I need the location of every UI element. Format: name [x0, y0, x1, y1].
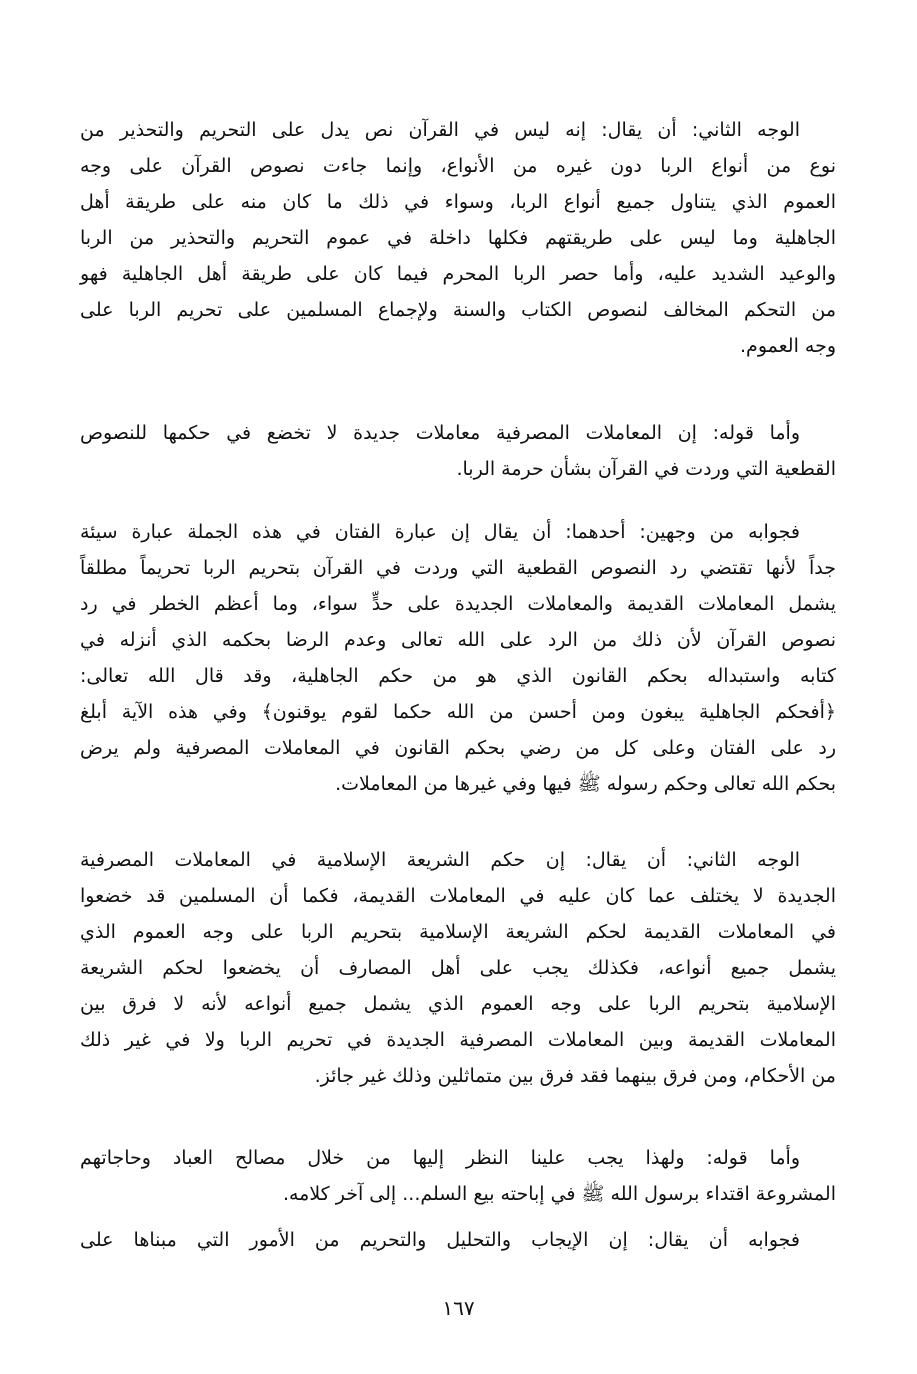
text-line: الإسلامية بتحريم الربا على وجه العموم الذي يشمل جميع أنواعه لأنه لا فرق بين [80, 993, 836, 1015]
text-line: من التحكم المخالف لنصوص الكتاب والسنة ولإجماع المسلمين على تحريم الربا على [80, 299, 836, 321]
text-line: المشروعة اقتداء برسول الله ﷺ في إباحته بيع السلم... إلى آخر كلامه. [282, 1183, 836, 1205]
paragraph-2 [80, 415, 836, 487]
paragraph-3 [80, 514, 836, 802]
paragraph-4 [80, 842, 836, 1094]
text-line: نصوص القرآن لأن ذلك من الرد على الله تعالى وعدم الرضا بحكمه الذي أنزله في [80, 629, 836, 651]
text-line: العموم الذي يتناول جميع أنواع الربا، وسواء في ذلك ما كان منه على طريقة أهل [80, 191, 836, 213]
text-line: وجه العموم. [740, 335, 836, 357]
text-line: بحكم الله تعالى وحكم رسوله ﷺ فيها وفي غيرها من المعاملات. [335, 773, 836, 795]
text-line: رد على الفتان وعلى كل من رضي بحكم القانون في المعاملات المصرفية ولم يرض [80, 737, 836, 759]
page-number: ١٦٧ [442, 1296, 475, 1320]
text-line: وأما قوله: ولهذا يجب علينا النظر إليها من خلال مصالح العباد وحاجاتهم [80, 1147, 800, 1169]
text-line: في المعاملات القديمة لحكم الشريعة الإسلامية بتحريم الربا على وجه العموم الذي [80, 921, 836, 943]
text-line: القطعية التي وردت في القرآن بشأن حرمة الربا. [456, 458, 836, 480]
text-line: نوع من أنواع الربا دون غيره من الأنواع، وإنما جاءت نصوص القرآن على وجه [80, 155, 836, 177]
text-line: الجاهلية وما ليس على طريقتهم فكلها داخلة في عموم التحريم والتحذير من الربا [80, 227, 836, 249]
text-line: جداً لأنها تقتضي رد النصوص القطعية التي وردت في القرآن بتحريم الربا تحريماً مطلقاً [80, 557, 836, 579]
text-line: فجوابه أن يقال: إن الإيجاب والتحليل والتحريم من الأمور التي مبناها على [80, 1229, 800, 1251]
text-line: المعاملات القديمة وبين المعاملات المصرفية الجديدة في تحريم الربا ولا في غير ذلك [80, 1029, 836, 1051]
text-line: يشمل المعاملات القديمة والمعاملات الجديدة على حدٍّ سواء، وما أعظم الخطر في رد [80, 593, 836, 615]
text-line: وأما قوله: إن المعاملات المصرفية معاملات جديدة لا تخضع في حكمها للنصوص [80, 422, 800, 444]
text-line: كتابه واستبداله بحكم القانون الذي هو من حكم الجاهلية، وقد قال الله تعالى: [80, 665, 836, 687]
paragraph-1 [80, 112, 836, 364]
text-line: يشمل جميع أنواعه، فكذلك يجب على أهل المصارف أن يخضعوا لحكم الشريعة [80, 957, 836, 979]
paragraph-5 [80, 1140, 836, 1212]
text-line: من الأحكام، ومن فرق بينهما فقد فرق بين متماثلين وذلك غير جائز. [314, 1065, 836, 1087]
text-line: الجديدة لا يختلف عما كان عليه في المعاملات القديمة، فكما أن المسلمين قد خضعوا [80, 885, 836, 907]
text-line: فجوابه من وجهين: أحدهما: أن يقال إن عبارة الفتان في هذه الجملة عبارة سيئة [80, 521, 800, 543]
text-line: الوجه الثاني: أن يقال: إنه ليس في القرآن نص يدل على التحريم والتحذير من [80, 119, 800, 141]
paragraph-6 [80, 1222, 836, 1258]
text-line: ﴿أفحكم الجاهلية يبغون ومن أحسن من الله حكما لقوم يوقنون﴾ وفي هذه الآية أبلغ [80, 701, 836, 723]
text-line: والوعيد الشديد عليه، وأما حصر الربا المحرم فيما كان على طريقة أهل الجاهلية فهو [80, 263, 836, 285]
text-line: الوجه الثاني: أن يقال: إن حكم الشريعة الإسلامية في المعاملات المصرفية [80, 849, 800, 871]
